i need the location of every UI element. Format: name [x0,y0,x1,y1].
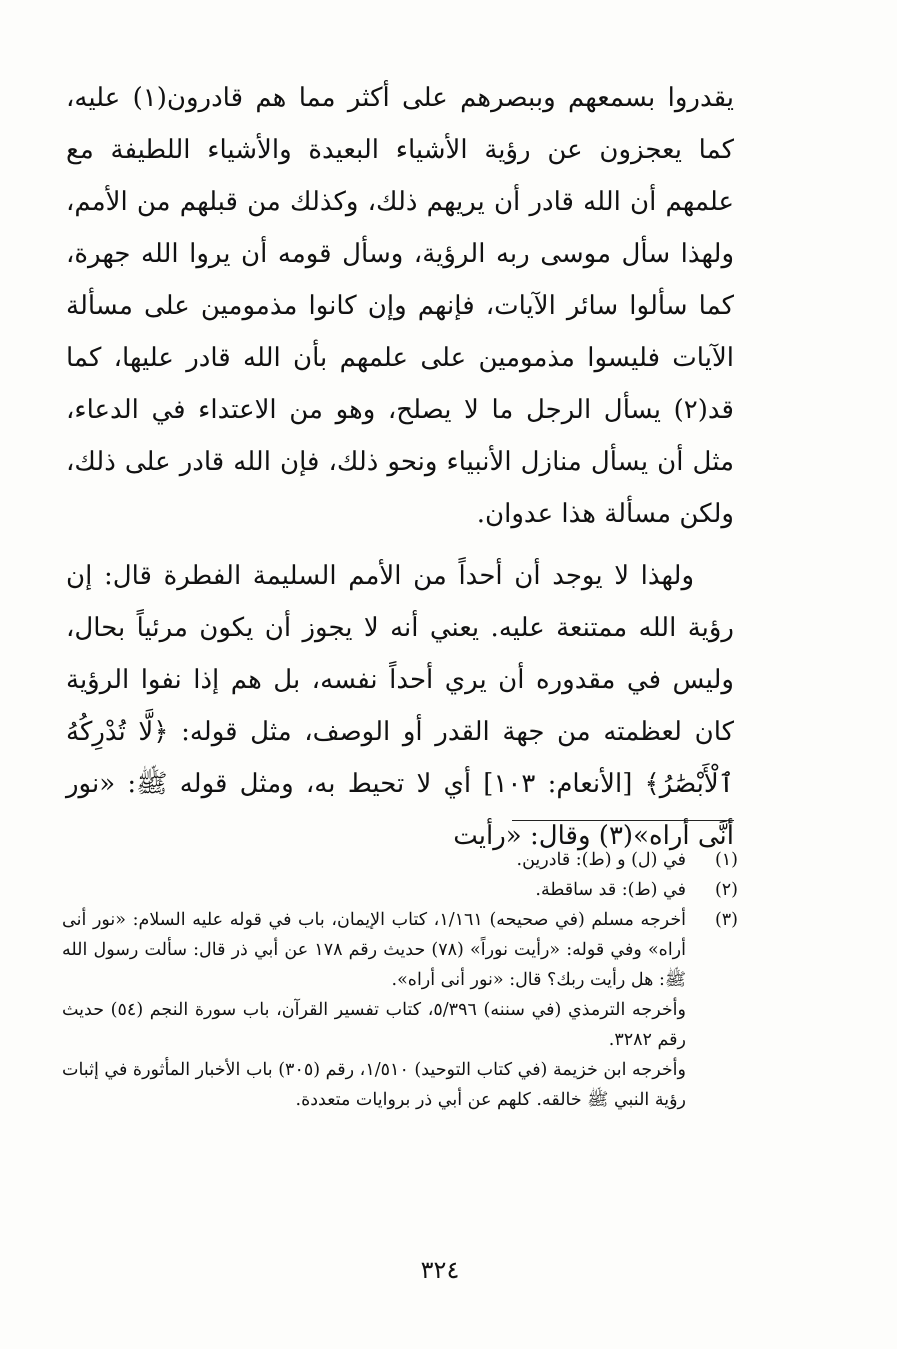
footnote-line: أخرجه مسلم (في صحيحه) ١/١٦١، كتاب الإيمان، باب في قوله عليه السلام: «نور أنى أراه» وفي قوله: «رأيت نوراً» (٧٨) حديث رقم ١٧٨ عن أبي ذر قال: سألت رسول الله ﷺ: هل رأيت ربك؟ قال: «نور أنى أراه». [62,910,686,990]
footnote-line: وأخرجه الترمذي (في سننه) ٥/٣٩٦، كتاب تفسير القرآن، باب سورة النجم (٥٤) حديث رقم ٣٢٨٢. [62,1000,686,1050]
footnote-text [62,875,686,905]
footnote-2 [62,875,738,905]
footnote-number: (٣) [714,910,738,930]
footnote-1 [62,845,738,875]
footnote-3 [62,905,738,1115]
footnote-text [62,845,686,875]
footnote-number: (٢) [714,880,738,900]
paragraph-2: ولهذا لا يوجد أن أحداً من الأمم السليمة الفطرة قال: إن رؤية الله ممتنعة عليه. يعني أنه لا يجوز أن يكون مرئياً بحال، وليس في مقدوره أن يري أحداً نفسه، بل هم إذا نفوا الرؤية كان لعظمته من جهة القدر أو الوصف، مثل قوله: ﴿لَّا تُدْرِكُهُ ٱلْأَبْصَٰرُ﴾ [الأنعام: ١٠٣] أي لا تحيط به، ومثل قوله ﷺ: «نور أنَّى أراه»(٣) وقال: «رأيت [66,561,734,851]
footnote-number: (١) [714,850,738,870]
main-text [66,72,734,862]
page-number: ٣٢٤ [420,1256,460,1284]
footnote-line: في (ل) و (ط): قادرين. [516,850,686,870]
footnote-separator [512,820,734,821]
footnote-line: في (ط): قد ساقطة. [535,880,686,900]
footnote-line: وأخرجه ابن خزيمة (في كتاب التوحيد) ١/٥١٠، رقم (٣٠٥) باب الأخبار المأثورة في إثبات رؤية النبي ﷺ خالقه. كلهم عن أبي ذر بروايات متعددة. [62,1060,686,1110]
paragraph-1: يقدروا بسمعهم وببصرهم على أكثر مما هم قادرون(١) عليه، كما يعجزون عن رؤية الأشياء البعيدة والأشياء اللطيفة مع علمهم أن الله قادر أن يريهم ذلك، وكذلك من قبلهم من الأمم، ولهذا سأل موسى ربه الرؤية، وسأل قومه أن يروا الله جهرة، كما سألوا سائر الآيات، فإنهم وإن كانوا مذمومين على مسألة الآيات فليسوا مذمومين على علمهم بأن الله قادر عليها، كما قد(٢) يسأل الرجل ما لا يصلح، وهو من الاعتداء في الدعاء، مثل أن يسأل منازل الأنبياء ونحو ذلك، فإن الله قادر على ذلك، ولكن مسألة هذا عدوان. [66,83,734,529]
footnote-text [62,905,686,1115]
footnotes [62,845,738,1115]
